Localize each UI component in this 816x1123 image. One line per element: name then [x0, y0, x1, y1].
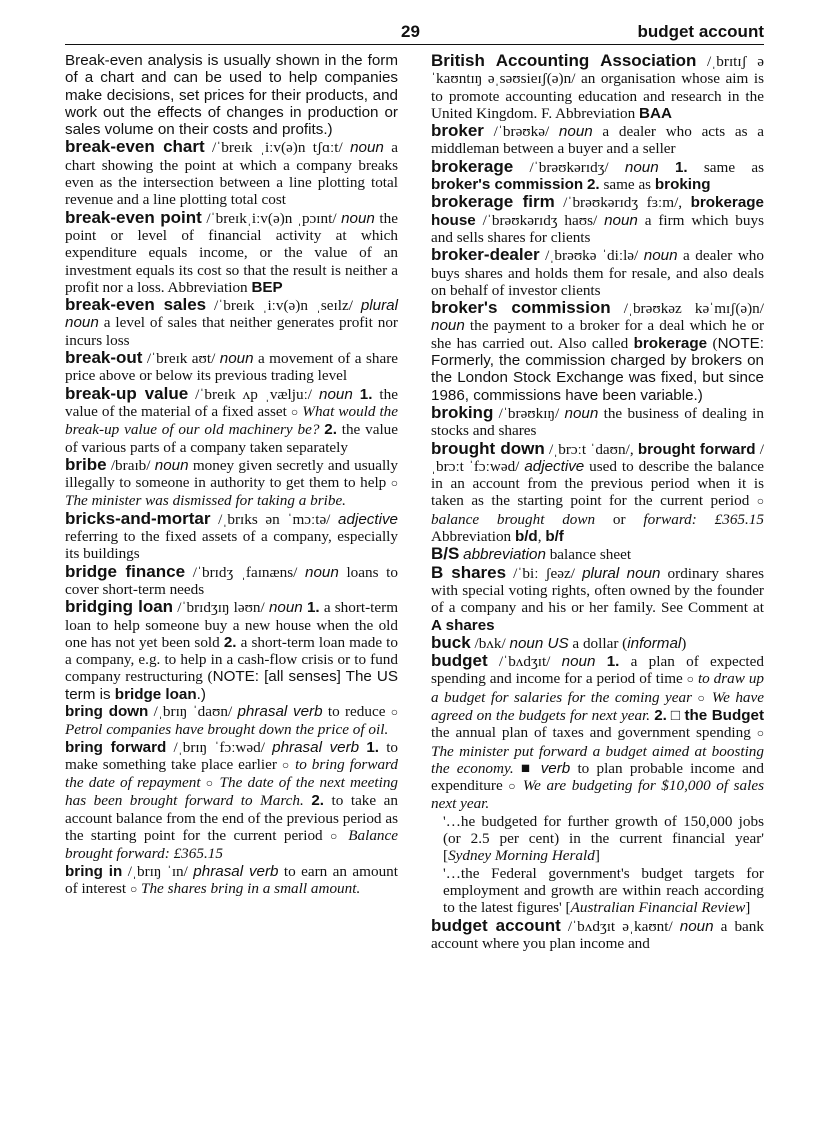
headword: broking — [431, 402, 494, 422]
entry-text: the business of dealing in stocks and shares — [431, 404, 764, 440]
entry-text: /ˈbʌdʒɪt/ — [487, 653, 562, 671]
entry-text: Sydney Morning Herald — [448, 847, 595, 865]
entry-text: ■ — [513, 759, 541, 777]
entry-text: forward: £365.15 — [643, 510, 764, 528]
entry-text: to reduce — [322, 702, 391, 720]
entry-text: /ˌbrəʊkəz kəˈmɪʃ(ə)n/ — [610, 300, 764, 318]
headword: budget account — [431, 915, 561, 935]
entry-text: to take an account balance from the end of the previous period as the starting point for the current period — [65, 792, 398, 845]
entry-text: The minister put forward a budget aimed at boosting the economy. — [431, 742, 764, 777]
entry-text: The minister was dismissed for taking a bribe. — [65, 492, 346, 510]
entry-text: , — [537, 528, 546, 546]
entry-text: noun — [564, 404, 599, 422]
entry-text: /ˈbrəʊkɪŋ/ — [493, 404, 565, 422]
entry-text: The shares bring in a small amount. — [141, 879, 361, 897]
dictionary-entry — [65, 209, 398, 296]
entry-text: The date of the next meeting has been brought forward to March. — [65, 774, 399, 810]
headword: brought down — [431, 438, 545, 458]
entry-text: a dealer who acts as a middleman between a buyer and a seller — [431, 123, 765, 158]
dictionary-entry — [431, 652, 764, 813]
entry-text: /ˈbrəʊkərɪdʒ fɜːm/, — [554, 194, 691, 212]
headword: break-up value — [65, 383, 189, 403]
entry-text: ○ — [756, 494, 764, 509]
entry-text: noun — [431, 317, 465, 335]
entry-text: 2. — [324, 421, 337, 439]
entry-text: /ˌbrɪŋ ˈdaʊn/ — [148, 702, 238, 720]
headword: broker-dealer — [431, 245, 540, 265]
entry-text: Abbreviation — [431, 528, 515, 546]
entry-text: ordinary shares with special voting rights, often owned by the founder of a company and his or her family. See Comment at — [431, 564, 765, 617]
entry-text: ○ — [756, 726, 764, 741]
entry-text: referring to the fixed assets of a company, especially its buildings — [65, 528, 398, 563]
entry-text: Australian Financial Review — [570, 899, 746, 917]
entry-text: noun — [643, 247, 678, 265]
entry-text: bring in — [65, 862, 123, 880]
entry-text: Petrol companies have brought down the price of oil. — [65, 721, 389, 739]
entry-text: the value of various parts of a company taken separately — [65, 421, 399, 456]
dictionary-entry — [65, 739, 398, 863]
entry-text: /ˈbreɪk ˌiːv(ə)n tʃɑːt/ — [204, 139, 351, 157]
entry-text: /ˌbrɪŋ ˈɪn/ — [122, 862, 194, 880]
dictionary-entry — [65, 703, 398, 739]
entry-text: /ˌbrɪks ən ˈmɔːtə/ — [210, 510, 339, 528]
entry-text: ] — [745, 899, 751, 917]
entry-text — [353, 386, 360, 403]
entry-text: We are budgeting for $10,000 of sales next year. — [431, 777, 764, 813]
quotation — [443, 865, 764, 917]
entry-text: /ˈbiː ʃeəz/ — [506, 564, 583, 582]
headword: bribe — [65, 454, 107, 474]
dictionary-entry — [431, 158, 764, 194]
entry-text: /ˈbreɪk aʊt/ — [142, 350, 220, 368]
dictionary-entry — [65, 563, 398, 599]
entry-text: .) — [196, 685, 206, 703]
entry-text: noun — [624, 158, 659, 176]
entry-text: verb — [540, 759, 571, 777]
dictionary-entry — [431, 122, 764, 158]
entry-text: a bank account where you plan income and — [431, 917, 764, 952]
entry-text: the annual plan of taxes and government spending — [431, 724, 757, 742]
entry-text: broker's commission — [431, 176, 584, 194]
entry-text: balance brought down — [431, 510, 596, 528]
entry-text: money given secretly and usually illegally to someone in authority to get them to help — [65, 456, 398, 492]
dictionary-entry — [431, 564, 764, 634]
quotation — [443, 813, 764, 865]
entry-text: 2. — [223, 633, 237, 651]
entry-text: a chart showing the point at which a company breaks even as the intersection between a line plotting total revenue and a line plotting total cost — [65, 139, 398, 209]
entry-text: /ˈbrəʊkərɪdʒ haʊs/ — [475, 211, 605, 229]
entry-text: /ˌbrɔːt ˈfɔːwəd/ — [431, 440, 765, 475]
entry-text: 2. — [654, 706, 667, 724]
entry-text: 1. — [674, 158, 688, 176]
entry-text: b/d — [514, 528, 538, 546]
dictionary-entry — [65, 349, 398, 385]
entry-text: noun — [268, 599, 303, 617]
headword: bridging loan — [65, 597, 174, 617]
entry-text: to make something take place earlier — [65, 738, 399, 773]
entry-text: /bʌk/ — [470, 634, 510, 652]
entry-text: We have agreed on the budgets for next year. — [431, 688, 764, 724]
entry-text: 1. — [306, 599, 320, 617]
entry-text: 1. — [606, 653, 620, 671]
dictionary-entry — [431, 52, 764, 122]
left-column — [65, 52, 398, 898]
entry-text: brokerage house — [431, 194, 765, 229]
entry-text: bring down — [65, 702, 149, 720]
entry-text: to earn an amount of interest — [65, 862, 398, 897]
entry-text: noun — [561, 653, 596, 671]
entry-text: '…he budgeted for further growth of 150,000 jobs (or 2.5 per cent) in the current financial year' [ — [443, 812, 764, 865]
entry-text: the Budget — [684, 706, 765, 724]
entry-text: used to describe the balance in an account from the previous period when it is taken as the starting point for the current period — [431, 457, 764, 510]
entry-text: ) — [681, 634, 687, 652]
headword: break-out — [65, 348, 143, 368]
entry-text: /braɪb/ — [106, 456, 155, 474]
entry-text: /ˈbrəʊkə/ — [483, 123, 559, 141]
entry-text: ○ — [697, 690, 707, 705]
dictionary-entry — [431, 440, 764, 546]
entry-text: /ˈbreɪk ˌiːv(ə)n ˌseɪlz/ — [206, 297, 361, 315]
dictionary-entry — [431, 404, 764, 440]
entry-text: /ˈbreɪkˌiːv(ə)n ˌpɔɪnt/ — [201, 209, 342, 227]
entry-text: ○ — [205, 776, 215, 791]
entry-text: /ˌbrɪtɪʃ əˈkaʊntɪŋ əˌsəʊsieɪʃ(ə)n/ an organisation whose aim is to promote accounting education and research in the United Kingdom. F. Abbreviation — [431, 53, 765, 122]
entry-text: ○ — [330, 829, 341, 844]
entry-text: /ˈbrɪdʒɪŋ ləʊn/ — [173, 599, 269, 617]
entry-text: 2. — [311, 792, 324, 810]
dictionary-entry — [65, 863, 398, 899]
entry-text: /ˌbrɪŋ ˈfɔːwəd/ — [166, 738, 273, 756]
dictionary-entry — [65, 52, 398, 138]
entry-text: same as — [599, 176, 655, 194]
dictionary-entry — [431, 299, 764, 404]
entry-text: the point or level of financial activity at which expenditure equals income, or the value of an investment equals its cost so that the result is neither a profit nor a loss. Abbreviation — [65, 209, 398, 296]
entry-text: brought forward — [637, 440, 756, 458]
entry-text: ○ — [390, 704, 399, 719]
entry-text: to bring forward the date of repayment — [65, 755, 398, 792]
headword: budget — [431, 651, 488, 671]
entry-text: adjective — [338, 510, 398, 528]
dictionary-entry — [431, 634, 764, 652]
entry-text: □ — [666, 706, 685, 724]
entry-text: adjective — [524, 457, 585, 475]
entry-text: brokerage — [633, 334, 708, 352]
entry-text: a short-term loan to help someone buy a new house when the old one has not yet been sold — [65, 599, 399, 651]
dictionary-entry — [65, 598, 398, 703]
entry-text: a dealer who buys shares and holds them for resale, and also deals on behalf of investor clients — [431, 247, 764, 299]
entry-text: /ˈbrɪdʒ ˌfaɪnæns/ — [185, 563, 306, 581]
entry-text: broking — [654, 176, 711, 194]
dictionary-entry — [65, 296, 398, 349]
entry-text: Balance brought forward: £365.15 — [65, 827, 398, 863]
entry-text: A shares — [431, 616, 495, 634]
entry-text: noun — [679, 917, 714, 935]
page-number: 29 — [401, 22, 420, 41]
entry-text: b/f — [545, 528, 564, 546]
entry-text: ( — [707, 334, 718, 352]
entry-text: noun — [154, 456, 189, 474]
headword: bridge finance — [65, 561, 186, 581]
dictionary-entry — [65, 138, 398, 208]
headword: buck — [431, 632, 471, 652]
entry-text: a level of sales that neither generates profit nor incurs loss — [65, 314, 398, 349]
entry-text: noun — [219, 350, 254, 368]
headword: brokerage — [431, 156, 514, 176]
entry-text: /ˈbreɪk ʌp ˌvæljuː/ — [188, 385, 319, 403]
entry-text: NOTE: [all senses] The US term is — [65, 668, 398, 703]
entry-text: phrasal verb — [272, 738, 360, 756]
entry-text: loans to cover short-term needs — [65, 563, 398, 598]
entry-text: ] — [594, 847, 600, 865]
entry-text: What would the break-up value of our old machinery be? — [65, 402, 399, 439]
entry-text: noun — [305, 563, 339, 581]
dictionary-entry — [431, 193, 764, 246]
entry-text: ○ — [129, 881, 138, 896]
entry-text: same as — [687, 158, 765, 176]
entry-text: a movement of a share price above or below its previous trading level — [65, 350, 398, 385]
entry-text: ○ — [290, 404, 299, 419]
entry-text: 1. — [359, 385, 373, 403]
entry-text — [595, 653, 606, 670]
entry-text: Break-even analysis is usually shown in the form of a chart and can be used to help companies make decisions, set prices for their products, and work out the effects of changes in production or sales volume on their costs and profits.) — [65, 52, 398, 139]
headword: British Accounting Association — [431, 51, 697, 70]
entry-text: bridge loan — [114, 685, 197, 703]
headword: brokerage firm — [431, 192, 555, 212]
entry-text: a plan of expected spending and income for a period of time — [431, 653, 764, 688]
dictionary-entry — [65, 510, 398, 563]
headword: break-even point — [65, 207, 202, 227]
entry-text — [659, 159, 675, 176]
entry-text: a short-term loan made to a company, e.g. to help in a cash-flow crisis or to fund company restructuring ( — [65, 633, 398, 686]
headword: B shares — [431, 562, 507, 582]
entry-text: abbreviation — [463, 546, 546, 564]
headword: break-even chart — [65, 137, 205, 157]
entry-text: ○ — [390, 476, 398, 491]
headword: broker — [431, 121, 484, 141]
entry-text: noun — [319, 385, 353, 403]
entry-text: the value of the material of a fixed asset — [65, 385, 398, 420]
headword: B/S — [431, 544, 460, 564]
headword: broker's commission — [431, 298, 611, 318]
headword: bricks-and-mortar — [65, 508, 211, 528]
entry-text: 1. — [366, 738, 379, 756]
entry-text: ○ — [281, 757, 291, 772]
page-header — [65, 22, 764, 45]
entry-text: phrasal verb — [193, 862, 279, 880]
entry-text: a dollar ( — [568, 634, 628, 652]
dictionary-entry — [65, 456, 398, 510]
entry-text: ○ — [508, 779, 518, 794]
entry-text: bring forward — [65, 738, 167, 756]
dictionary-entry — [431, 246, 764, 299]
dictionary-entry — [431, 545, 764, 563]
entry-text: a firm which buys and sells shares for clients — [431, 211, 764, 246]
entry-text: NOTE: Formerly, the commission charged by brokers on the London Stock Exchange was fixed, but since 1986, commissions have been variable.) — [431, 334, 764, 404]
entry-text: /ˈbʌdʒɪt əˌkaʊnt/ — [560, 917, 680, 935]
entry-text: /ˈbrəʊkərɪdʒ/ — [513, 158, 625, 176]
entry-text: ○ — [686, 672, 695, 687]
entry-text: BEP — [251, 278, 283, 296]
entry-text: informal — [627, 634, 682, 652]
entry-text: to plan probable income and expenditure — [431, 759, 764, 795]
headword: break-even sales — [65, 295, 207, 315]
entry-text: BAA — [639, 104, 672, 122]
entry-text: or — [595, 510, 644, 528]
entry-text: to draw up a budget for salaries for the coming year — [431, 670, 765, 706]
dictionary-entry — [431, 917, 764, 953]
entry-text: noun — [341, 209, 375, 227]
entry-text: 2. — [586, 176, 600, 194]
entry-text: plural noun — [582, 564, 661, 582]
entry-text: the payment to a broker for a deal which he or she has carried out. Also called — [431, 317, 764, 352]
entry-text: noun US — [509, 634, 569, 652]
dictionary-entry — [65, 385, 398, 456]
entry-text: plural noun — [65, 297, 398, 332]
entry-text: balance sheet — [545, 546, 632, 564]
entry-text: /ˌbrɔːt ˈdaʊn/, — [544, 440, 638, 458]
right-column — [431, 52, 764, 952]
running-head: budget account — [637, 22, 764, 41]
entry-text: noun — [604, 211, 638, 229]
entry-text: phrasal verb — [237, 702, 323, 720]
entry-text: noun — [558, 123, 593, 141]
entry-text: /ˌbrəʊkə ˈdiːlə/ — [539, 247, 644, 265]
entry-text: noun — [350, 139, 384, 157]
entry-text: '…the Federal government's budget targets for employment and growth are within reach according to the latest figures' [ — [443, 864, 764, 917]
